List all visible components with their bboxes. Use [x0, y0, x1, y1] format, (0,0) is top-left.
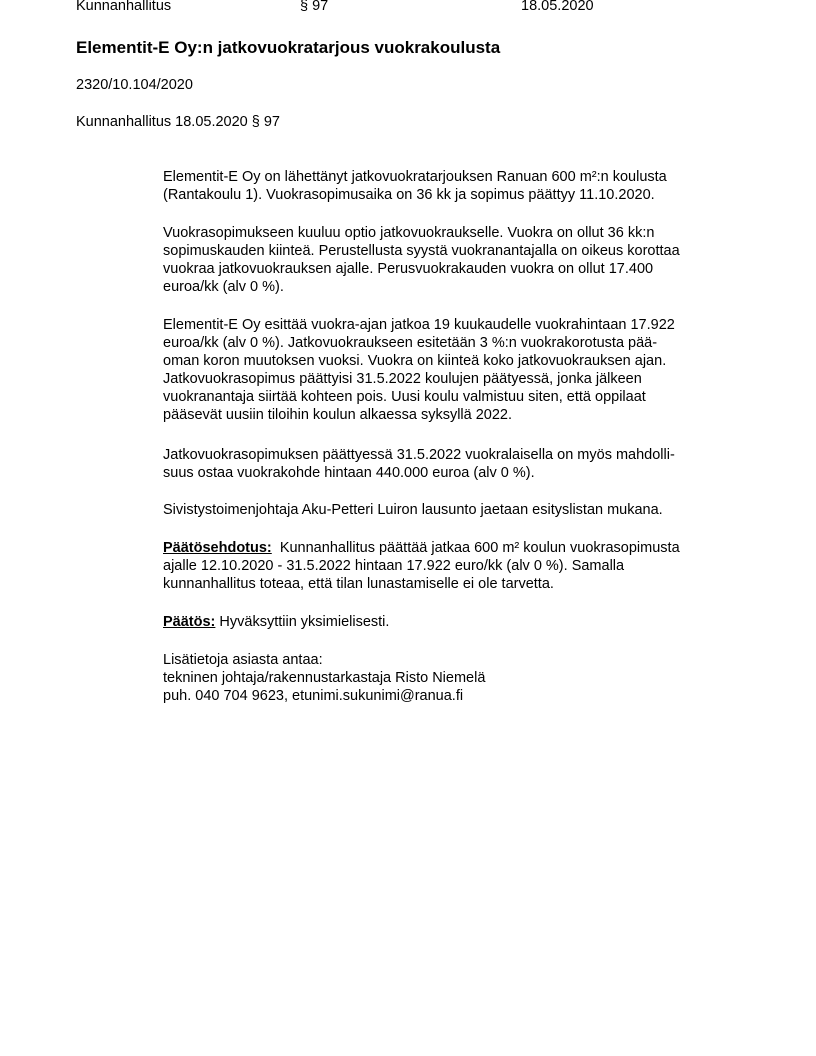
paragraph-text: Kunnanhallitus päättää jatkaa 600 m² koulun vuokrasopimusta [271, 540, 680, 556]
paragraph-line: Vuokrasopimukseen kuuluu optio jatkovuokraukselle. Vuokra on ollut 36 kk:n [163, 225, 655, 241]
paragraph-line: (Rantakoulu 1). Vuokrasopimusaika on 36 kk ja sopimus päättyy 11.10.2020. [163, 187, 655, 203]
paragraph-purchase [163, 446, 675, 482]
document-title: Elementit-E Oy:n jatkovuokratarjous vuokrakoulusta [76, 38, 501, 57]
paragraph-line: puh. 040 704 9623, etunimi.sukunimi@ranua.fi [163, 688, 464, 704]
paragraph-line: oman koron muutoksen vuoksi. Vuokra on kiinteä koko jatkovuokrauksen ajan. [163, 353, 667, 369]
paragraph-line: Lisätietoja asiasta antaa: [163, 652, 323, 668]
paragraph-line: vuokraa jatkovuokrauksen ajalle. Perusvuokrakauden vuokra on ollut 17.400 [163, 261, 654, 277]
paragraph-option [163, 224, 680, 296]
paragraph-line: pääsevät uusiin tiloihin koulun alkaessa syksyllä 2022. [163, 407, 513, 423]
record-number: 2320/10.104/2020 [76, 77, 193, 93]
paragraph-decision [163, 613, 389, 631]
paragraph-line: Jatkovuokrasopimuksen päättyessä 31.5.2022 vuokralaisella on myös mahdolli- [163, 447, 675, 463]
paragraph-statement [163, 501, 663, 519]
paragraph-line: suus ostaa vuokrakohde hintaan 440.000 euroa (alv 0 %). [163, 465, 535, 481]
paragraph-intro [163, 168, 667, 204]
paragraph-line: sopimuskauden kiinteä. Perustellusta syystä vuokranantajalla on oikeus korottaa [163, 243, 680, 259]
paragraph-label: Päätösehdotus: [163, 540, 272, 556]
meeting-reference: Kunnanhallitus 18.05.2020 § 97 [76, 114, 280, 130]
paragraph-line: Elementit-E Oy on lähettänyt jatkovuokratarjouksen Ranuan 600 m²:n koulusta [163, 169, 667, 185]
paragraph-line: Jatkovuokrasopimus päättyisi 31.5.2022 koulujen päätyessä, jonka jälkeen [163, 371, 642, 387]
paragraph-offer [163, 316, 675, 424]
paragraph-text: Hyväksyttiin yksimielisesti. [215, 614, 390, 630]
paragraph-line [163, 539, 680, 557]
header-body: Kunnanhallitus [76, 0, 172, 14]
paragraph-contact [163, 651, 485, 705]
paragraph-proposal [163, 539, 680, 593]
paragraph-line: Elementit-E Oy esittää vuokra-ajan jatkoa 19 kuukaudelle vuokrahintaan 17.922 [163, 317, 675, 333]
header-date: 18.05.2020 [521, 0, 594, 14]
header-section: § 97 [300, 0, 329, 14]
paragraph-line: ajalle 12.10.2020 - 31.5.2022 hintaan 17.922 euro/kk (alv 0 %). Samalla [163, 558, 625, 574]
paragraph-line: euroa/kk (alv 0 %). Jatkovuokraukseen esitetään 3 %:n vuokrakorotusta pää- [163, 335, 658, 351]
paragraph-label: Päätös: [163, 614, 216, 630]
paragraph-line: kunnanhallitus toteaa, että tilan lunastamiselle ei ole tarvetta. [163, 576, 554, 592]
paragraph-line: tekninen johtaja/rakennustarkastaja Risto Niemelä [163, 670, 486, 686]
paragraph-line [163, 613, 389, 631]
paragraph-line: Sivistystoimenjohtaja Aku-Petteri Luiron lausunto jaetaan esityslistan mukana. [163, 502, 663, 518]
paragraph-line: vuokranantaja siirtää kohteen pois. Uusi koulu valmistuu siten, että oppilaat [163, 389, 646, 405]
paragraph-line: euroa/kk (alv 0 %). [163, 279, 284, 295]
